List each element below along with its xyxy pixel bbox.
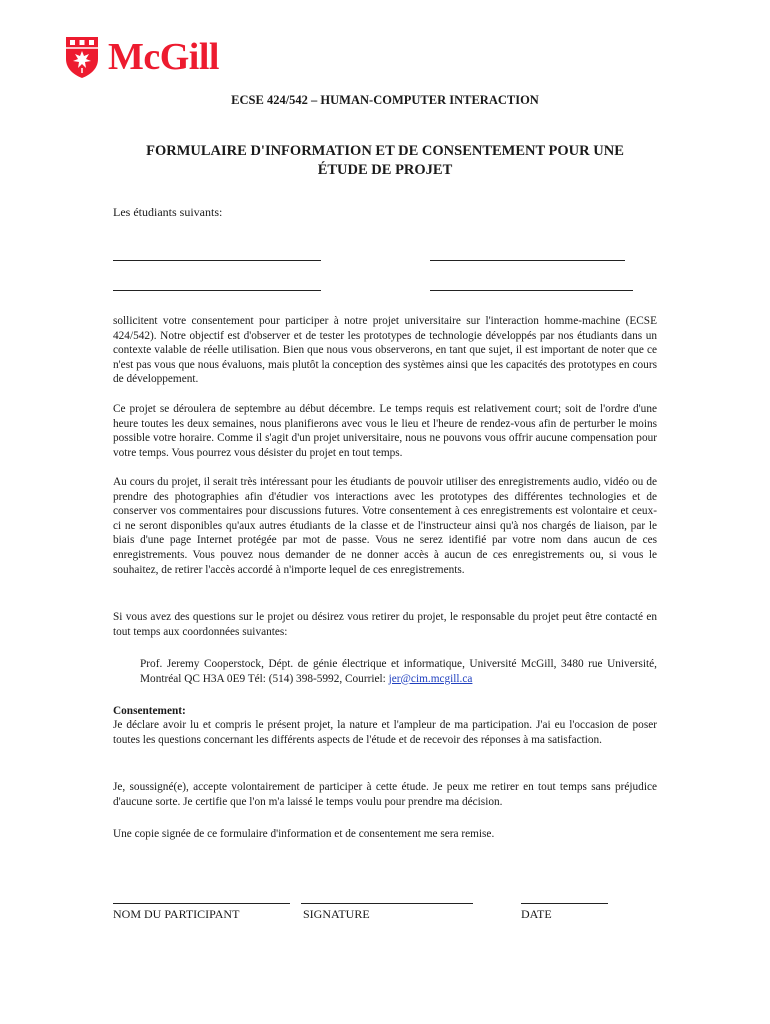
participant-name-line[interactable]: [113, 903, 290, 904]
form-title-line-2: ÉTUDE DE PROJET: [317, 162, 453, 178]
paragraph-schedule: Ce projet se déroulera de septembre au début décembre. Le temps requis est relativement court; soit de l'ordre d'une heure toutes les deux semaines, nous planifierons avec vous le lieu et l'heure de rendez-vous afin de perturber le moins possible votre horaire. Comme il s'agit d'un projet universitaire, nous ne pouvons vous offrir aucune compensation pour votre temps. Vous pourrez vous désister du projet en tout temps.: [113, 403, 657, 459]
form-title: [100, 142, 670, 180]
signature-line[interactable]: [301, 903, 473, 904]
date-label: DATE: [521, 907, 552, 921]
paragraph-copy: Une copie signée de ce formulaire d'information et de consentement me sera remise.: [113, 828, 495, 840]
date-line[interactable]: [521, 903, 608, 904]
paragraph-questions: Si vous avez des questions sur le projet ou désirez vous retirer du projet, le responsable du projet peut être contacté en tout temps aux coordonnées suivantes:: [113, 611, 657, 638]
mcgill-logo: [64, 35, 219, 79]
contact-details: Prof. Jeremy Cooperstock, Dépt. de génie électrique et informatique, Université McGill, 3480 rue Université, Montréal QC H3A 0E9 Tél: (514) 398-5992, Courriel:: [140, 658, 657, 685]
signature-label: SIGNATURE: [303, 907, 370, 921]
paragraph-purpose: sollicitent votre consentement pour participer à notre projet universitaire sur l'interaction homme-machine (ECSE 424/542). Notre objectif est d'observer et de tester les prototypes de technologie développés par nos étudiants dans un contexte valable de réelle utilisation. Bien que nous vous observerons, en tant que sujet, il est important de noter que ce n'est pas vous que nous évaluons, mais plutôt la conception des systèmes ainsi que les capacités des prototypes en cours de développement.: [113, 315, 657, 386]
form-title-line-1: FORMULAIRE D'INFORMATION ET DE CONSENTEMENT POUR UNE: [146, 143, 624, 159]
participant-name-label: NOM DU PARTICIPANT: [113, 907, 240, 921]
logo-wordmark: McGill: [108, 36, 219, 78]
student-name-blank-4[interactable]: [430, 290, 633, 291]
paragraph-recordings: Au cours du projet, il serait très intéressant pour les étudiants de pouvoir utiliser des enregistrements audio, vidéo ou de prendre des photographies afin d'étudier vos interactions avec les prototypes des différentes technologies et de conserver vos commentaires pour discussions futures. Votre consentement à ces enregistrements est volontaire et ceux-ci ne seront disponibles qu'aux autres étudiants de la classe et de l'instructeur ainsi qu'à nos chargés de liaison, par le biais d'une page Internet protégée par mot de passe. Vous ne serez identifié par votre nom dans aucun de ces enregistrements. Vous pouvez nous demander de ne donner accès à aucun de ces enregistrements ou, si vous le souhaitez, de retirer l'accès accordé à n'importe lequel de ces enregistrements.: [113, 476, 657, 576]
student-name-blank-1[interactable]: [113, 260, 321, 261]
students-label: Les étudiants suivants:: [113, 205, 223, 219]
student-name-blank-2[interactable]: [430, 260, 625, 261]
student-name-blank-3[interactable]: [113, 290, 321, 291]
course-heading: ECSE 424/542 – HUMAN-COMPUTER INTERACTION: [231, 93, 539, 107]
contact-email-link[interactable]: jer@cim.mcgill.ca: [388, 672, 473, 685]
contact-info: [140, 657, 657, 686]
paragraph-consent-declaration: Je déclare avoir lu et compris le présent projet, la nature et l'ampleur de ma participation. J'ai eu l'occasion de poser toutes les questions concernant les différents aspects de l'étude et de recevoir des réponses à ma satisfaction.: [113, 719, 657, 746]
mcgill-crest-icon: [64, 35, 100, 79]
consent-heading: Consentement:: [113, 705, 186, 717]
paragraph-voluntary: Je, soussigné(e), accepte volontairement de participer à cette étude. Je peux me retirer en tout temps sans préjudice d'aucune sorte. Je certifie que l'on m'a laissé le temps voulu pour prendre ma décision.: [113, 781, 657, 808]
